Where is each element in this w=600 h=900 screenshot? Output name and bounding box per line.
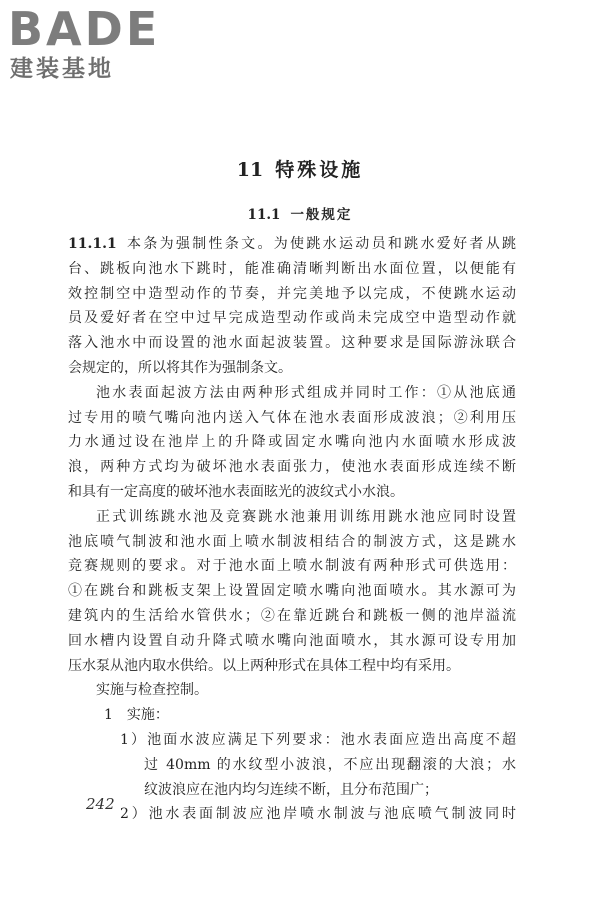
text-line: 纹波浪应在池内均匀连续不断，且分布范围广； [144,781,438,798]
text-line: 竞赛规则的要求。对于池水面上喷水制波有两种形式可供选用： [68,558,516,575]
text-line: 过专用的喷气嘴向池内送入气体在池水表面形成波浪；②利用压 [68,409,516,426]
text-line: 浪，两种方式均为破坏池水表面张力，使池水表面形成连续不断 [68,459,516,476]
text-line: 落入池水中而设置的池水面起波装置。这种要求是国际游泳联合 [68,335,516,352]
brand-logo [8,4,188,86]
list-item: 1）池面水波应满足下列要求：池水表面应造出高度不超 [120,731,516,748]
section-name: 一般规定 [290,207,353,223]
text-line: 过 40mm 的水纹型小波浪，不应出现翻滚的大浪；水 [144,756,516,773]
chapter-name: 特殊设施 [275,159,364,181]
logo-subtitle: 建装基地 [10,56,114,82]
logo-wordmark: BADE [8,2,161,56]
body-text [68,232,516,827]
text-line: 回水槽内设置自动升降式喷水嘴向池面喷水，其水源可设专用加 [68,632,516,649]
clause-number: 11.1.1 [68,236,117,252]
text-line: 正式训练跳水池及竞赛跳水池兼用训练用跳水池应同时设置 [96,508,516,525]
text-line: 压水泵从池内取水供给。以上两种形式在具体工程中均有采用。 [68,657,460,674]
text-line: 和具有一定高度的破坏池水表面眩光的波纹式小水浪。 [68,483,404,500]
text-line: ①在跳台和跳板支架上设置固定喷水嘴向池面喷水。其水源可为 [68,583,516,600]
chapter-number: 11 [236,159,264,181]
text-line: 池水表面起波方法由两种形式组成并同时工作：①从池底通 [96,384,516,401]
text-line: 力水通过设在池岸上的升降或固定水嘴向池内水面喷水形成波 [68,434,516,451]
text-line: 建筑内的生活给水管供水；②在靠近跳台和跳板一侧的池岸溢流 [68,607,516,624]
text-span: 本条为强制性条文。为使跳水运动员和跳水爱好者从跳 [124,236,516,252]
text-line: 员及爱好者在空中过早完成造型动作或尚未完成空中造型动作就 [68,310,516,327]
page-number: 242 [86,795,115,813]
text-line: 池底喷气制波和池水面上喷水制波相结合的制波方式，这是跳水 [68,533,516,550]
text-line: 效控制空中造型动作的节奏，并完美地予以完成，不使跳水运动 [68,285,516,302]
list-item: 2）池水表面制波应池岸喷水制波与池底喷气制波同时 [120,806,516,823]
text-line: 台、跳板向池水下跳时，能准确清晰判断出水面位置，以便能有 [68,260,516,277]
section-number: 11.1 [247,207,281,223]
text-line: 会规定的，所以将其作为强制条文。 [68,359,292,376]
implementation-heading: 实施与检查控制。 [96,682,208,699]
item-heading: 1 实施： [104,707,169,724]
text-line [68,232,516,257]
section-title [0,203,600,223]
chapter-title [0,155,600,182]
